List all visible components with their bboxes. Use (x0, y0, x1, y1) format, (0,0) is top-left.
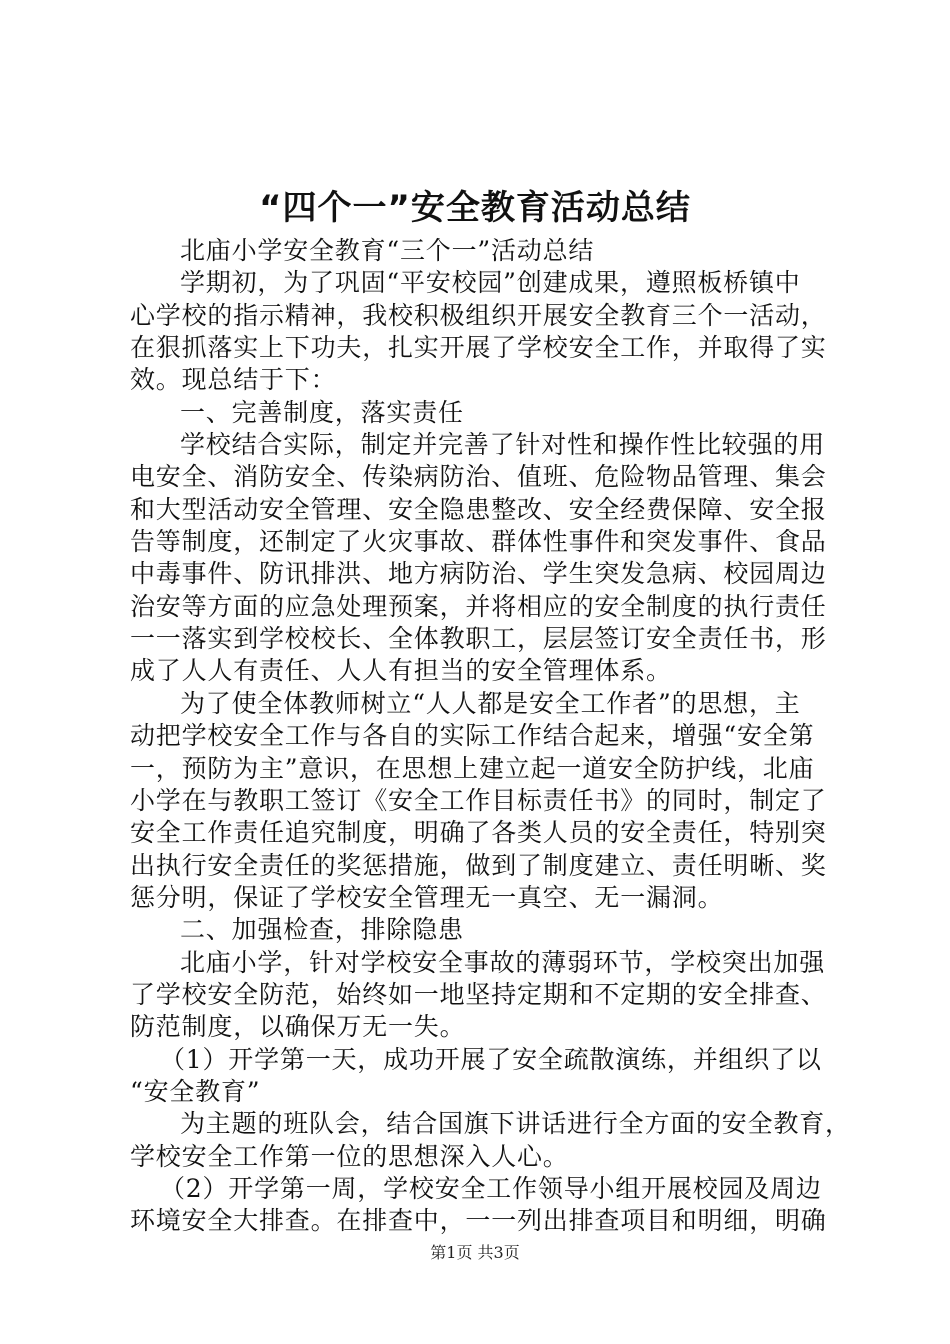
paragraph-line: 告等制度，还制定了火灾事故、群体性事件和突发事件、食品 (130, 527, 827, 557)
paragraph-line: 为主题的班队会，结合国旗下讲话进行全方面的安全教育， (180, 1109, 851, 1139)
paragraph-line: 学期初，为了巩固“平安校园”创建成果，遵照板桥镇中 (180, 268, 801, 298)
paragraph-line: 防范制度，以确保万无一失。 (130, 1012, 466, 1042)
page-footer: 第1页 共3页 (430, 1243, 520, 1262)
paragraph-line: 成了人人有责任、人人有担当的安全管理体系。 (130, 656, 672, 686)
document-title: “四个一”安全教育活动总结 (259, 188, 691, 228)
paragraph-line: 治安等方面的应急处理预案，并将相应的安全制度的执行责任 (130, 591, 827, 621)
section-heading: 一、完善制度，落实责任 (180, 397, 464, 427)
paragraph-line: 惩分明，保证了学校安全管理无一真空、无一漏洞。 (130, 882, 724, 912)
paragraph-line: （1）开学第一天，成功开展了安全疏散演练，并组织了以 (160, 1044, 822, 1074)
paragraph-line: 中毒事件、防讯排洪、地方病防治、学生突发急病、校园周边 (130, 559, 827, 589)
paragraph-line: 了学校安全防范，始终如一地坚持定期和不定期的安全排查、 (130, 979, 827, 1009)
paragraph-line: 出执行安全责任的奖惩措施，做到了制度建立、责任明晰、奖 (130, 850, 827, 880)
subtitle-line: 北庙小学安全教育“三个一”活动总结 (180, 236, 595, 265)
paragraph-line: 北庙小学，针对学校安全事故的薄弱环节，学校突出加强 (180, 947, 826, 977)
paragraph-line: 电安全、消防安全、传染病防治、值班、危险物品管理、集会 (130, 462, 827, 492)
paragraph-line: 环境安全大排查。在排查中，一一列出排查项目和明细，明确 (130, 1206, 827, 1236)
paragraph-line: 一，预防为主”意识，在思想上建立起一道安全防护线，北庙 (130, 753, 815, 783)
paragraph-line: 学校结合实际，制定并完善了针对性和操作性比较强的用 (180, 430, 826, 460)
paragraph-line: 一一落实到学校校长、全体教职工，层层签订安全责任书，形 (130, 624, 827, 654)
paragraph-line: 学校安全工作第一位的思想深入人心。 (130, 1141, 569, 1171)
paragraph-line: 小学在与教职工签订《安全工作目标责任书》的同时，制定了 (130, 785, 827, 815)
paragraph-line: 在狠抓落实上下功夫，扎实开展了学校安全工作，并取得了实 (130, 333, 827, 363)
section-heading: 二、加强检查，排除隐患 (180, 915, 464, 945)
paragraph-line: 为了使全体教师树立“人人都是安全工作者”的思想，主 (180, 688, 801, 718)
paragraph-line: 效。现总结于下： (130, 365, 337, 395)
document-body (130, 235, 851, 1238)
paragraph-line: 和大型活动安全管理、安全隐患整改、安全经费保障、安全报 (130, 494, 827, 524)
paragraph-line: 安全工作责任追究制度，明确了各类人员的安全责任，特别突 (130, 818, 827, 848)
paragraph-line: 动把学校安全工作与各自的实际工作结合起来，增强“安全第 (130, 721, 815, 751)
paragraph-line: “安全教育” (130, 1076, 261, 1106)
paragraph-line: （2）开学第一周，学校安全工作领导小组开展校园及周边 (160, 1173, 822, 1203)
paragraph-line: 心学校的指示精神，我校积极组织开展安全教育三个一活动， (130, 300, 827, 330)
